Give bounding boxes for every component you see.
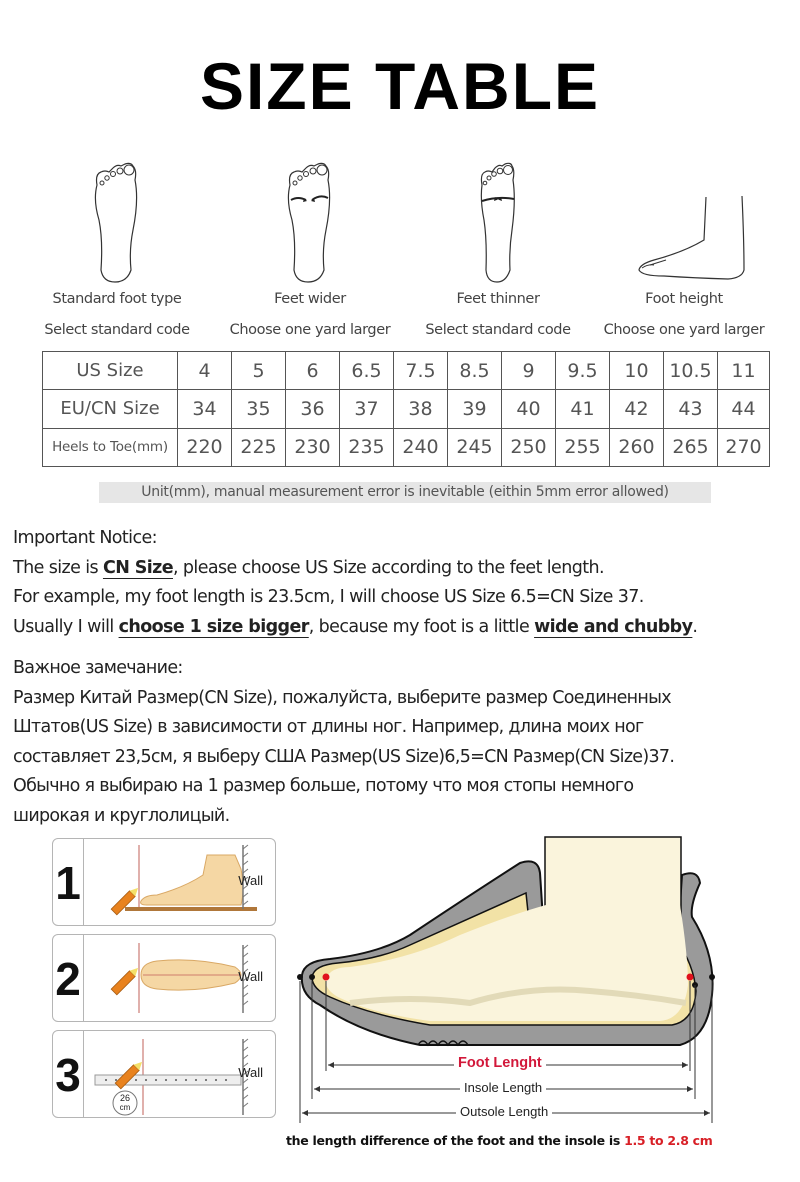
foot-type-label: Foot height	[645, 291, 723, 307]
notice-text: , please choose US Size according to the feet length.	[173, 557, 604, 578]
row-header: EU/CN Size	[43, 390, 178, 428]
table-cell: 7.5	[394, 352, 448, 390]
table-cell: 230	[286, 428, 340, 466]
page-title: SIZE TABLE	[199, 49, 601, 123]
unit-note: Unit(mm), manual measurement error is inevitable (eithin 5mm error allowed)	[99, 482, 711, 503]
table-cell: 270	[718, 428, 770, 466]
notice-line-1	[13, 554, 793, 584]
caption-text: the length difference of the foot and the insole is	[286, 1133, 625, 1148]
foot-type-standard	[22, 160, 212, 338]
table-row-eu-cn-size	[43, 390, 770, 428]
table-cell: 250	[502, 428, 556, 466]
notice-ru-line: широкая и круглолицый.	[13, 805, 230, 826]
table-cell: 38	[394, 390, 448, 428]
notice-text: The size is	[13, 557, 103, 578]
table-cell: 220	[178, 428, 232, 466]
notice-heading: Important Notice:	[13, 528, 157, 548]
ruler-reading: 26	[119, 1093, 131, 1103]
table-cell: 240	[394, 428, 448, 466]
measure-steps	[52, 838, 276, 1126]
size-table	[42, 351, 770, 467]
foot-type-advice: Choose one yard larger	[229, 322, 391, 338]
foot-type-height	[589, 160, 779, 338]
notice-text: Usually I will	[13, 616, 119, 637]
row-header: US Size	[43, 352, 178, 390]
notice-ru-line: Обычно я выбираю на 1 размер больше, потому что моя стопы немного	[13, 776, 634, 796]
notice-heading-ru: Важное замечание:	[13, 658, 183, 678]
table-cell: 235	[340, 428, 394, 466]
table-cell: 35	[232, 390, 286, 428]
table-cell: 10	[610, 352, 664, 390]
table-cell: 36	[286, 390, 340, 428]
table-cell: 9	[502, 352, 556, 390]
table-cell: 265	[664, 428, 718, 466]
foot-type-label: Feet thinner	[456, 291, 540, 307]
table-cell: 245	[448, 428, 502, 466]
table-cell: 44	[718, 390, 770, 428]
foot-type-advice: Select standard code	[425, 322, 571, 338]
wide-foot-icon	[280, 160, 340, 285]
foot-type-wider	[215, 160, 405, 338]
measure-step-3	[52, 1030, 276, 1118]
row-header: Heels to Toe(mm)	[43, 428, 178, 466]
ruler-unit: cm	[119, 1103, 131, 1112]
table-cell: 34	[178, 390, 232, 428]
table-cell: 42	[610, 390, 664, 428]
table-cell: 6	[286, 352, 340, 390]
foot-type-advice: Choose one yard larger	[603, 322, 765, 338]
table-cell: 9.5	[556, 352, 610, 390]
table-cell: 260	[610, 428, 664, 466]
step-number: 2	[53, 935, 84, 1021]
wall-label: Wall	[238, 969, 263, 984]
step-number: 3	[53, 1031, 84, 1117]
high-instep-foot-icon	[614, 160, 754, 285]
notice-ru-line: Штатов(US Size) в зависимости от длины ног. Например, длина моих ног	[13, 717, 644, 737]
table-cell: 11	[718, 352, 770, 390]
insole-length-label: Insole Length	[460, 1080, 546, 1095]
notice-emphasis: CN Size	[102, 557, 173, 578]
table-cell: 43	[664, 390, 718, 428]
foot-type-guide	[0, 160, 800, 350]
table-cell: 10.5	[664, 352, 718, 390]
notice-emphasis: choose 1 size bigger	[118, 616, 309, 637]
table-cell: 40	[502, 390, 556, 428]
table-row-heel-to-toe	[43, 428, 770, 466]
wall-label: Wall	[238, 1065, 263, 1080]
important-notice-en	[13, 524, 793, 642]
table-cell: 5	[232, 352, 286, 390]
notice-text: .	[692, 616, 698, 637]
table-cell: 255	[556, 428, 610, 466]
notice-line-3	[13, 613, 793, 643]
table-cell: 225	[232, 428, 286, 466]
table-cell: 8.5	[448, 352, 502, 390]
length-difference-caption	[286, 1133, 766, 1148]
caption-highlight: 1.5 to 2.8 cm	[624, 1133, 713, 1148]
table-cell: 37	[340, 390, 394, 428]
important-notice-ru	[13, 654, 793, 831]
notice-ru-line: Размер Китай Размер(CN Size), пожалуйста, выберите размер Соединенных	[13, 687, 671, 708]
outsole-length-label: Outsole Length	[456, 1104, 552, 1119]
notice-text: , because my foot is a little	[308, 616, 535, 637]
notice-emphasis: wide and chubby	[534, 616, 693, 637]
foot-length-label: Foot Lenght	[454, 1055, 546, 1071]
shoe-length-diagram	[290, 835, 730, 1135]
foot-type-label: Standard foot type	[52, 291, 182, 307]
thin-foot-icon	[468, 160, 528, 285]
table-row-us-size	[43, 352, 770, 390]
foot-type-label: Feet wider	[274, 291, 346, 307]
measure-step-2	[52, 934, 276, 1022]
foot-type-advice: Select standard code	[44, 322, 190, 338]
measure-step-1	[52, 838, 276, 926]
table-cell: 6.5	[340, 352, 394, 390]
foot-type-thinner	[403, 160, 593, 338]
table-cell: 39	[448, 390, 502, 428]
table-cell: 4	[178, 352, 232, 390]
notice-ru-line: составляет 23,5см, я выберу США Размер(US Size)6,5=CN Размер(CN Size)37.	[13, 746, 675, 767]
notice-line-2: For example, my foot length is 23.5cm, I will choose US Size 6.5=CN Size 37.	[13, 587, 644, 607]
wall-label: Wall	[238, 873, 263, 888]
standard-foot-icon	[87, 160, 147, 285]
step-number: 1	[53, 839, 84, 925]
table-cell: 41	[556, 390, 610, 428]
